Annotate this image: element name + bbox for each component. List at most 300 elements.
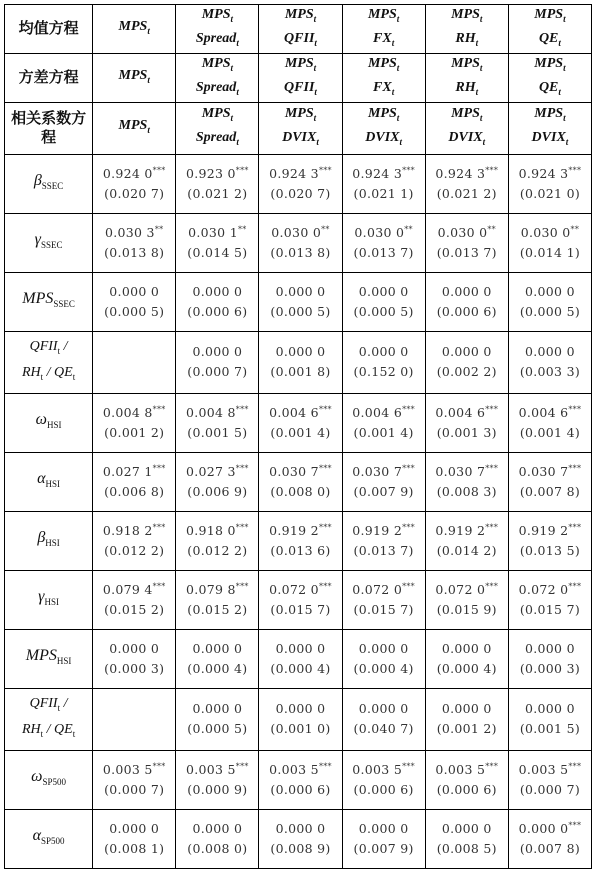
- separator: /: [60, 696, 68, 712]
- header-var-line2: [509, 29, 591, 53]
- standard-error: (0.000 7): [519, 781, 580, 797]
- significance-stars: ***: [152, 761, 166, 771]
- coefficient-value: 0.000 0: [358, 344, 409, 360]
- var-subscript: t: [479, 13, 483, 24]
- standard-error: (0.015 7): [270, 601, 331, 617]
- row-label-text: [5, 288, 92, 315]
- coefficient: [426, 462, 508, 482]
- coefficient: [509, 342, 591, 362]
- significance-stars: ***: [568, 463, 582, 473]
- coefficient-value: 0.000 0: [109, 283, 160, 299]
- coefficient-value: 0.003 5: [269, 761, 319, 777]
- coefficient-value: 0.000 0: [192, 820, 243, 836]
- header-var-line1: [259, 5, 341, 29]
- estimate-cell: [176, 629, 259, 688]
- significance-stars: ***: [402, 761, 415, 771]
- coefficient-value: 0.004 6: [352, 404, 403, 420]
- coefficient: [509, 580, 591, 600]
- var-name: MPS: [534, 7, 564, 22]
- estimate-cell: [425, 570, 508, 629]
- var-name: DVIX: [448, 130, 483, 146]
- coefficient: [93, 223, 175, 243]
- coefficient-value: 0.000 0: [358, 640, 409, 656]
- estimate-cell: [508, 452, 591, 511]
- var-name: MPS: [367, 55, 397, 71]
- param-symbol: γ: [38, 588, 45, 605]
- header-var-line1: [426, 104, 508, 128]
- significance-stars: ***: [318, 761, 332, 771]
- estimate-cell: [93, 154, 176, 213]
- var-name: MPS: [201, 55, 231, 71]
- coefficient-value: 0.079 8: [185, 581, 236, 597]
- coefficient-value: 0.000 0: [192, 640, 243, 656]
- coefficient-value: 0.000 0: [525, 344, 575, 360]
- coefficient: [426, 639, 508, 659]
- estimate-cell: [93, 688, 176, 750]
- standard-error: (0.013 7): [353, 244, 414, 260]
- header-var-line1: [93, 66, 175, 90]
- coefficient: [93, 403, 175, 423]
- coefficient-value: 0.000 0: [525, 283, 575, 299]
- var-subscript: t: [391, 86, 395, 97]
- significance-stars: ***: [152, 581, 166, 591]
- standard-error: (0.040 7): [353, 721, 414, 737]
- significance-stars: **: [404, 224, 413, 234]
- row-label: [5, 331, 93, 393]
- coefficient: [426, 760, 508, 780]
- standard-error: (0.007 8): [519, 483, 580, 499]
- coefficient-value: 0.919 2: [435, 522, 486, 538]
- row-label-text: [5, 586, 92, 613]
- estimate-cell: [342, 272, 425, 331]
- coefficient: [176, 760, 258, 780]
- row-label: [5, 393, 93, 452]
- standard-error: (0.013 7): [436, 244, 497, 260]
- estimate-cell: [176, 750, 259, 809]
- standard-error: (0.001 8): [270, 364, 331, 380]
- coefficient: [93, 819, 175, 839]
- standard-error: (0.000 5): [270, 303, 331, 319]
- header-variance-var-3: [259, 53, 342, 102]
- coefficient: [259, 580, 341, 600]
- coefficient: [509, 819, 591, 839]
- separator: /: [43, 365, 55, 381]
- header-variance-var-5: [425, 53, 508, 102]
- var-name: DVIX: [282, 130, 317, 146]
- significance-stars: ***: [235, 581, 249, 591]
- row-label-text: [5, 766, 92, 793]
- header-var-line2: [509, 128, 591, 152]
- standard-error: (0.002 2): [436, 364, 497, 380]
- coefficient: [343, 580, 425, 600]
- coefficient: [343, 819, 425, 839]
- estimate-cell: [342, 629, 425, 688]
- significance-stars: ***: [402, 404, 415, 414]
- estimate-cell: [259, 570, 342, 629]
- row-label-line1: [5, 336, 92, 362]
- coefficient: [93, 580, 175, 600]
- standard-error: (0.001 0): [270, 721, 331, 737]
- var-name: RH: [21, 365, 41, 381]
- standard-error: (0.003 3): [519, 364, 580, 380]
- row-label-text: [5, 468, 92, 495]
- estimate-cell: [176, 809, 259, 868]
- estimate-cell: [508, 809, 591, 868]
- var-name: QE: [54, 722, 73, 738]
- coefficient: [426, 403, 508, 423]
- standard-error: (0.000 5): [187, 721, 248, 737]
- standard-error: (0.000 4): [353, 660, 414, 676]
- var-subscript: t: [563, 113, 566, 124]
- standard-error: (0.000 6): [187, 303, 248, 319]
- significance-stars: ***: [485, 463, 499, 473]
- coefficient-value: 0.000 0: [525, 640, 575, 656]
- coefficient: [343, 639, 425, 659]
- coefficient-value: 0.924 0: [102, 165, 153, 181]
- coefficient-value: 0.003 5: [352, 761, 403, 777]
- var-subscript: t: [479, 62, 483, 73]
- var-subscript: t: [479, 113, 483, 124]
- var-name: MPS: [451, 55, 480, 71]
- significance-stars: ***: [235, 522, 249, 532]
- standard-error: (0.015 7): [353, 601, 414, 617]
- coefficient: [426, 699, 508, 719]
- coefficient-value: 0.924 3: [352, 165, 403, 181]
- estimate-cell: [425, 688, 508, 750]
- estimate-cell: [93, 570, 176, 629]
- coefficient: [509, 282, 591, 302]
- var-name: MPS: [201, 7, 231, 22]
- coefficient: [93, 462, 175, 482]
- header-var-line2: [343, 128, 425, 152]
- param-subscript: HSI: [44, 597, 59, 608]
- coefficient-value: 0.004 6: [435, 404, 486, 420]
- standard-error: (0.021 2): [187, 185, 248, 201]
- coefficient-value: 0.030 0: [437, 224, 488, 240]
- estimate-cell: [259, 688, 342, 750]
- header-var-line1: [509, 5, 591, 29]
- var-subscript: t: [563, 13, 566, 24]
- estimate-cell: [508, 154, 591, 213]
- var-subscript: t: [316, 136, 319, 147]
- coefficient: [259, 223, 341, 243]
- significance-stars: ***: [318, 522, 332, 532]
- var-name: DVIX: [365, 130, 400, 146]
- coefficient: [426, 164, 508, 184]
- var-subscript: t: [396, 62, 400, 73]
- coefficient-value: 0.030 7: [352, 463, 403, 479]
- var-name: Spread: [195, 79, 237, 95]
- coefficient: [426, 282, 508, 302]
- param-subscript: SSEC: [53, 299, 75, 310]
- significance-stars: ***: [235, 165, 249, 175]
- coefficient: [259, 819, 341, 839]
- estimate-cell: [508, 213, 591, 272]
- var-subscript: t: [313, 113, 317, 124]
- row-label: [5, 750, 93, 809]
- standard-error: (0.000 4): [270, 660, 331, 676]
- coefficient: [509, 760, 591, 780]
- significance-stars: ***: [152, 463, 166, 473]
- coefficient-value: 0.000 0: [192, 344, 243, 360]
- coefficient: [176, 223, 258, 243]
- coefficient-value: 0.000 0: [441, 640, 492, 656]
- standard-error: (0.015 9): [436, 601, 497, 617]
- standard-error: (0.008 1): [104, 840, 165, 856]
- header-var-line1: [426, 5, 508, 29]
- standard-error: (0.000 4): [187, 660, 248, 676]
- row-label: [5, 570, 93, 629]
- coefficient-value: 0.004 6: [518, 404, 569, 420]
- var-name: FX: [373, 79, 392, 95]
- table-row: [5, 393, 592, 452]
- var-subscript: t: [313, 13, 317, 24]
- standard-error: (0.013 8): [270, 244, 331, 260]
- var-name: MPS: [534, 106, 564, 122]
- estimate-cell: [93, 809, 176, 868]
- param-subscript: SSEC: [41, 181, 64, 192]
- coefficient: [343, 342, 425, 362]
- var-name: Spread: [195, 130, 237, 146]
- var-subscript: t: [57, 346, 61, 357]
- standard-error: (0.006 9): [187, 483, 248, 499]
- standard-error: (0.012 2): [187, 542, 248, 558]
- header-var-line1: [509, 54, 591, 78]
- coefficient-value: 0.000 0: [441, 820, 492, 836]
- header-var-line1: [426, 54, 508, 78]
- coefficient: [509, 521, 591, 541]
- estimate-cell: [508, 688, 591, 750]
- coefficient: [176, 342, 258, 362]
- coefficient: [343, 403, 425, 423]
- header-correlation-var-3: [259, 102, 342, 154]
- coefficient: [259, 403, 341, 423]
- header-correlation-var-4: [342, 102, 425, 154]
- standard-error: (0.000 5): [353, 303, 414, 319]
- significance-stars: ***: [152, 522, 166, 532]
- var-subscript: t: [313, 62, 317, 73]
- var-name: QFII: [29, 339, 58, 355]
- param-subscript: SSEC: [40, 240, 63, 251]
- standard-error: (0.015 2): [187, 601, 248, 617]
- standard-error: (0.020 7): [270, 185, 331, 201]
- standard-error: (0.015 2): [104, 601, 165, 617]
- coefficient: [93, 164, 175, 184]
- variance-equation-label: 方差方程: [5, 53, 93, 102]
- estimate-cell: [342, 809, 425, 868]
- significance-stars: ***: [402, 463, 415, 473]
- header-mean-var-2: [176, 5, 259, 54]
- estimate-cell: [508, 511, 591, 570]
- estimate-cell: [425, 154, 508, 213]
- coefficient-value: 0.000 0: [192, 701, 243, 717]
- standard-error: (0.013 5): [519, 542, 580, 558]
- estimate-cell: [342, 570, 425, 629]
- separator: /: [43, 722, 55, 738]
- header-var-line1: [343, 104, 425, 128]
- standard-error: (0.000 6): [436, 303, 497, 319]
- standard-error: (0.007 9): [353, 483, 414, 499]
- estimate-cell: [259, 511, 342, 570]
- header-var-line2: [426, 78, 508, 102]
- estimate-cell: [176, 511, 259, 570]
- significance-stars: ***: [568, 522, 582, 532]
- coefficient: [176, 580, 258, 600]
- table-row: [5, 688, 592, 750]
- header-mean-var-3: [259, 5, 342, 54]
- var-name: FX: [373, 30, 392, 46]
- var-subscript: t: [230, 113, 233, 124]
- estimate-cell: [342, 213, 425, 272]
- estimate-cell: [93, 393, 176, 452]
- coefficient-value: 0.030 0: [271, 224, 322, 240]
- var-subscript: t: [40, 728, 44, 739]
- header-row-mean: [5, 5, 592, 54]
- coefficient: [176, 639, 258, 659]
- coefficient-value: 0.000 0: [525, 701, 575, 717]
- coefficient-value: 0.030 7: [518, 463, 569, 479]
- estimate-cell: [508, 750, 591, 809]
- significance-stars: ***: [402, 581, 415, 591]
- coefficient-value: 0.003 5: [435, 761, 486, 777]
- coefficient-value: 0.079 4: [102, 581, 153, 597]
- coefficient: [343, 521, 425, 541]
- coefficient-value: 0.030 3: [105, 224, 155, 240]
- var-subscript: t: [482, 136, 486, 147]
- significance-stars: ***: [568, 820, 582, 830]
- coefficient: [343, 282, 425, 302]
- standard-error: (0.001 4): [519, 424, 580, 440]
- var-subscript: t: [558, 86, 561, 97]
- coefficient-value: 0.000 0: [109, 820, 160, 836]
- header-mean-var-4: [342, 5, 425, 54]
- param-symbol: ω: [35, 411, 47, 428]
- estimate-cell: [342, 331, 425, 393]
- coefficient-value: 0.027 3: [185, 463, 236, 479]
- var-name: MPS: [201, 106, 231, 122]
- standard-error: (0.000 6): [436, 781, 497, 797]
- estimate-cell: [176, 688, 259, 750]
- estimate-cell: [93, 272, 176, 331]
- coefficient-value: 0.924 3: [269, 165, 319, 181]
- table-row: [5, 452, 592, 511]
- param-subscript: HSI: [45, 538, 60, 549]
- var-name: QE: [538, 30, 559, 46]
- coefficient-value: 0.918 2: [102, 522, 153, 538]
- significance-stars: **: [154, 224, 164, 234]
- header-var-line2: [509, 78, 591, 102]
- significance-stars: ***: [235, 463, 249, 473]
- estimate-cell: [259, 452, 342, 511]
- var-name: MPS: [534, 55, 564, 71]
- header-var-line2: [259, 78, 341, 102]
- param-symbol: β: [33, 172, 42, 189]
- significance-stars: ***: [235, 404, 249, 414]
- var-subscript: t: [236, 86, 239, 97]
- param-subscript: SP500: [42, 777, 66, 788]
- estimate-cell: [93, 331, 176, 393]
- standard-error: (0.007 9): [353, 840, 414, 856]
- header-var-line2: [176, 29, 258, 53]
- estimate-cell: [425, 213, 508, 272]
- coefficient: [259, 282, 341, 302]
- coefficient: [93, 282, 175, 302]
- coefficient-value: 0.003 5: [518, 761, 569, 777]
- estimate-cell: [93, 213, 176, 272]
- coefficient-value: 0.004 8: [185, 404, 236, 420]
- estimate-cell: [93, 511, 176, 570]
- header-variance-var-4: [342, 53, 425, 102]
- table-row: [5, 154, 592, 213]
- var-name: RH: [21, 722, 41, 738]
- standard-error: (0.008 0): [187, 840, 248, 856]
- significance-stars: ***: [318, 463, 332, 473]
- coefficient-value: 0.000 0: [275, 344, 326, 360]
- standard-error: (0.000 3): [519, 660, 580, 676]
- var-name: RH: [455, 30, 476, 46]
- significance-stars: ***: [402, 165, 415, 175]
- coefficient-value: 0.918 0: [185, 522, 236, 538]
- coefficient: [509, 462, 591, 482]
- coefficient: [343, 699, 425, 719]
- row-label: [5, 688, 93, 750]
- significance-stars: ***: [485, 165, 499, 175]
- estimate-cell: [176, 570, 259, 629]
- coefficient-value: 0.072 0: [269, 581, 319, 597]
- var-name: MPS: [284, 7, 314, 22]
- var-subscript: t: [396, 113, 400, 124]
- var-name: MPS: [451, 7, 480, 22]
- var-subscript: t: [147, 124, 150, 135]
- var-name: MPS: [451, 106, 480, 122]
- var-name: MPS: [367, 7, 397, 22]
- row-label-line2: [5, 719, 92, 745]
- row-label: [5, 272, 93, 331]
- coefficient-value: 0.000 0: [275, 283, 326, 299]
- standard-error: (0.008 5): [436, 840, 497, 856]
- header-var-line2: [259, 29, 341, 53]
- coefficient-value: 0.004 8: [102, 404, 153, 420]
- coefficient: [343, 164, 425, 184]
- coefficient-value: 0.030 0: [354, 224, 405, 240]
- header-var-line2: [259, 128, 341, 152]
- var-subscript: t: [40, 371, 44, 382]
- var-subscript: t: [396, 13, 400, 24]
- standard-error: (0.014 1): [519, 244, 580, 260]
- estimate-cell: [176, 393, 259, 452]
- significance-stars: ***: [568, 165, 582, 175]
- param-symbol: α: [37, 470, 46, 487]
- header-variance-var-1: [93, 53, 176, 102]
- correlation-equation-label: 相关系数方程: [5, 102, 93, 154]
- standard-error: (0.006 8): [104, 483, 165, 499]
- coefficient-value: 0.919 2: [518, 522, 569, 538]
- row-label: [5, 452, 93, 511]
- table-row: [5, 750, 592, 809]
- var-subscript: t: [230, 62, 233, 73]
- param-symbol: MPS: [22, 290, 54, 307]
- header-var-line2: [426, 128, 508, 152]
- var-subscript: t: [57, 703, 61, 714]
- table-row: [5, 629, 592, 688]
- coefficient-value: 0.923 0: [185, 165, 236, 181]
- var-name: QFII: [284, 30, 315, 46]
- estimate-cell: [259, 331, 342, 393]
- estimate-cell: [176, 331, 259, 393]
- header-var-line1: [343, 54, 425, 78]
- var-name: QFII: [284, 79, 315, 95]
- coefficient: [509, 403, 591, 423]
